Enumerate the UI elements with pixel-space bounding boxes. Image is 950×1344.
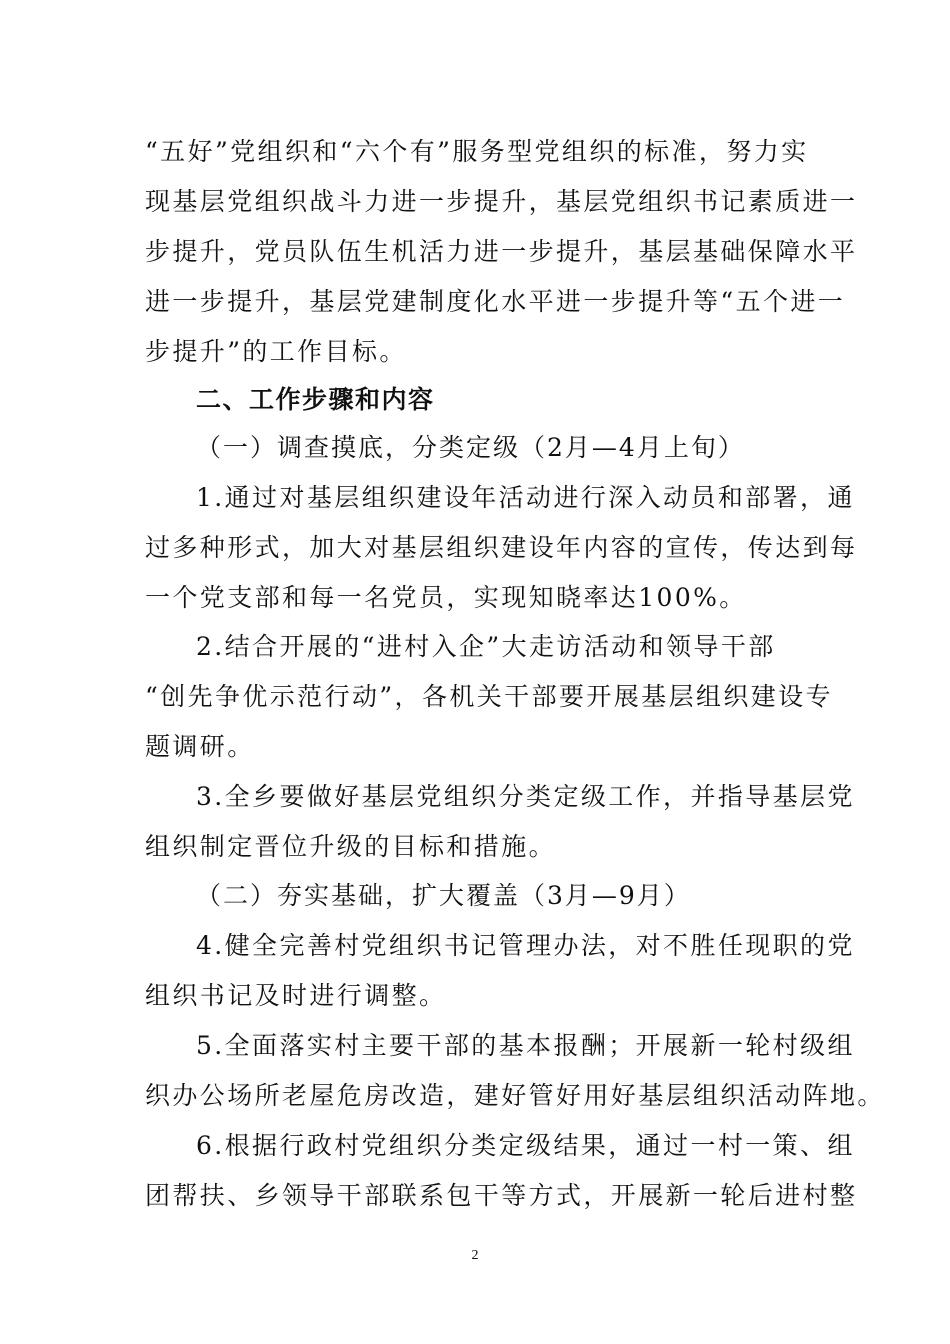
page-number: 2	[471, 1248, 479, 1263]
subsection-heading: （二）夯实基础，扩大覆盖（3月—9月）	[196, 881, 691, 910]
paragraph-line: “创先争优示范行动”，各机关干部要开展基层组织建设专	[145, 682, 833, 711]
paragraph-line: 组织制定晋位升级的目标和措施。	[145, 832, 557, 861]
paragraph-line: 组织书记及时进行调整。	[145, 981, 447, 1010]
paragraph-line: 步提升，党员队伍生机活力进一步提升，基层基础保障水平	[145, 237, 858, 266]
paragraph-line: 进一步提升，基层党建制度化水平进一步提升等“五个进一	[145, 287, 846, 316]
paragraph-line: 6.根据行政村党组织分类定级结果，通过一村一策、组	[196, 1131, 855, 1160]
paragraph-line: 2.结合开展的“进村入企”大走访活动和领导干部	[196, 632, 776, 661]
paragraph-line: 3.全乡要做好基层党组织分类定级工作，并指导基层党	[196, 782, 855, 811]
section-heading: 二、工作步骤和内容	[196, 385, 435, 414]
paragraph-line: 现基层党组织战斗力进一步提升，基层党组织书记素质进一	[145, 187, 858, 216]
paragraph-line: 织办公场所老屋危房改造，建好管好用好基层组织活动阵地。	[145, 1081, 885, 1110]
subsection-heading: （一）调查摸底，分类定级（2月—4月上旬）	[196, 433, 745, 462]
paragraph-line: “五好”党组织和“六个有”服务型党组织的标准，努力实	[145, 137, 809, 166]
paragraph-line: 团帮扶、乡领导干部联系包干等方式，开展新一轮后进村整	[145, 1181, 858, 1210]
paragraph-line: 1.通过对基层组织建设年活动进行深入动员和部署，通	[196, 483, 855, 512]
paragraph-line: 5.全面落实村主要干部的基本报酬；开展新一轮村级组	[196, 1031, 855, 1060]
paragraph-line: 4.健全完善村党组织书记管理办法，对不胜任现职的党	[196, 931, 855, 960]
paragraph-line: 步提升”的工作目标。	[145, 337, 407, 366]
paragraph-line: 题调研。	[145, 732, 255, 761]
paragraph-line: 过多种形式，加大对基层组织建设年内容的宣传，传达到每	[145, 533, 858, 562]
paragraph-line: 一个党支部和每一名党员，实现知晓率达100%。	[145, 583, 747, 612]
